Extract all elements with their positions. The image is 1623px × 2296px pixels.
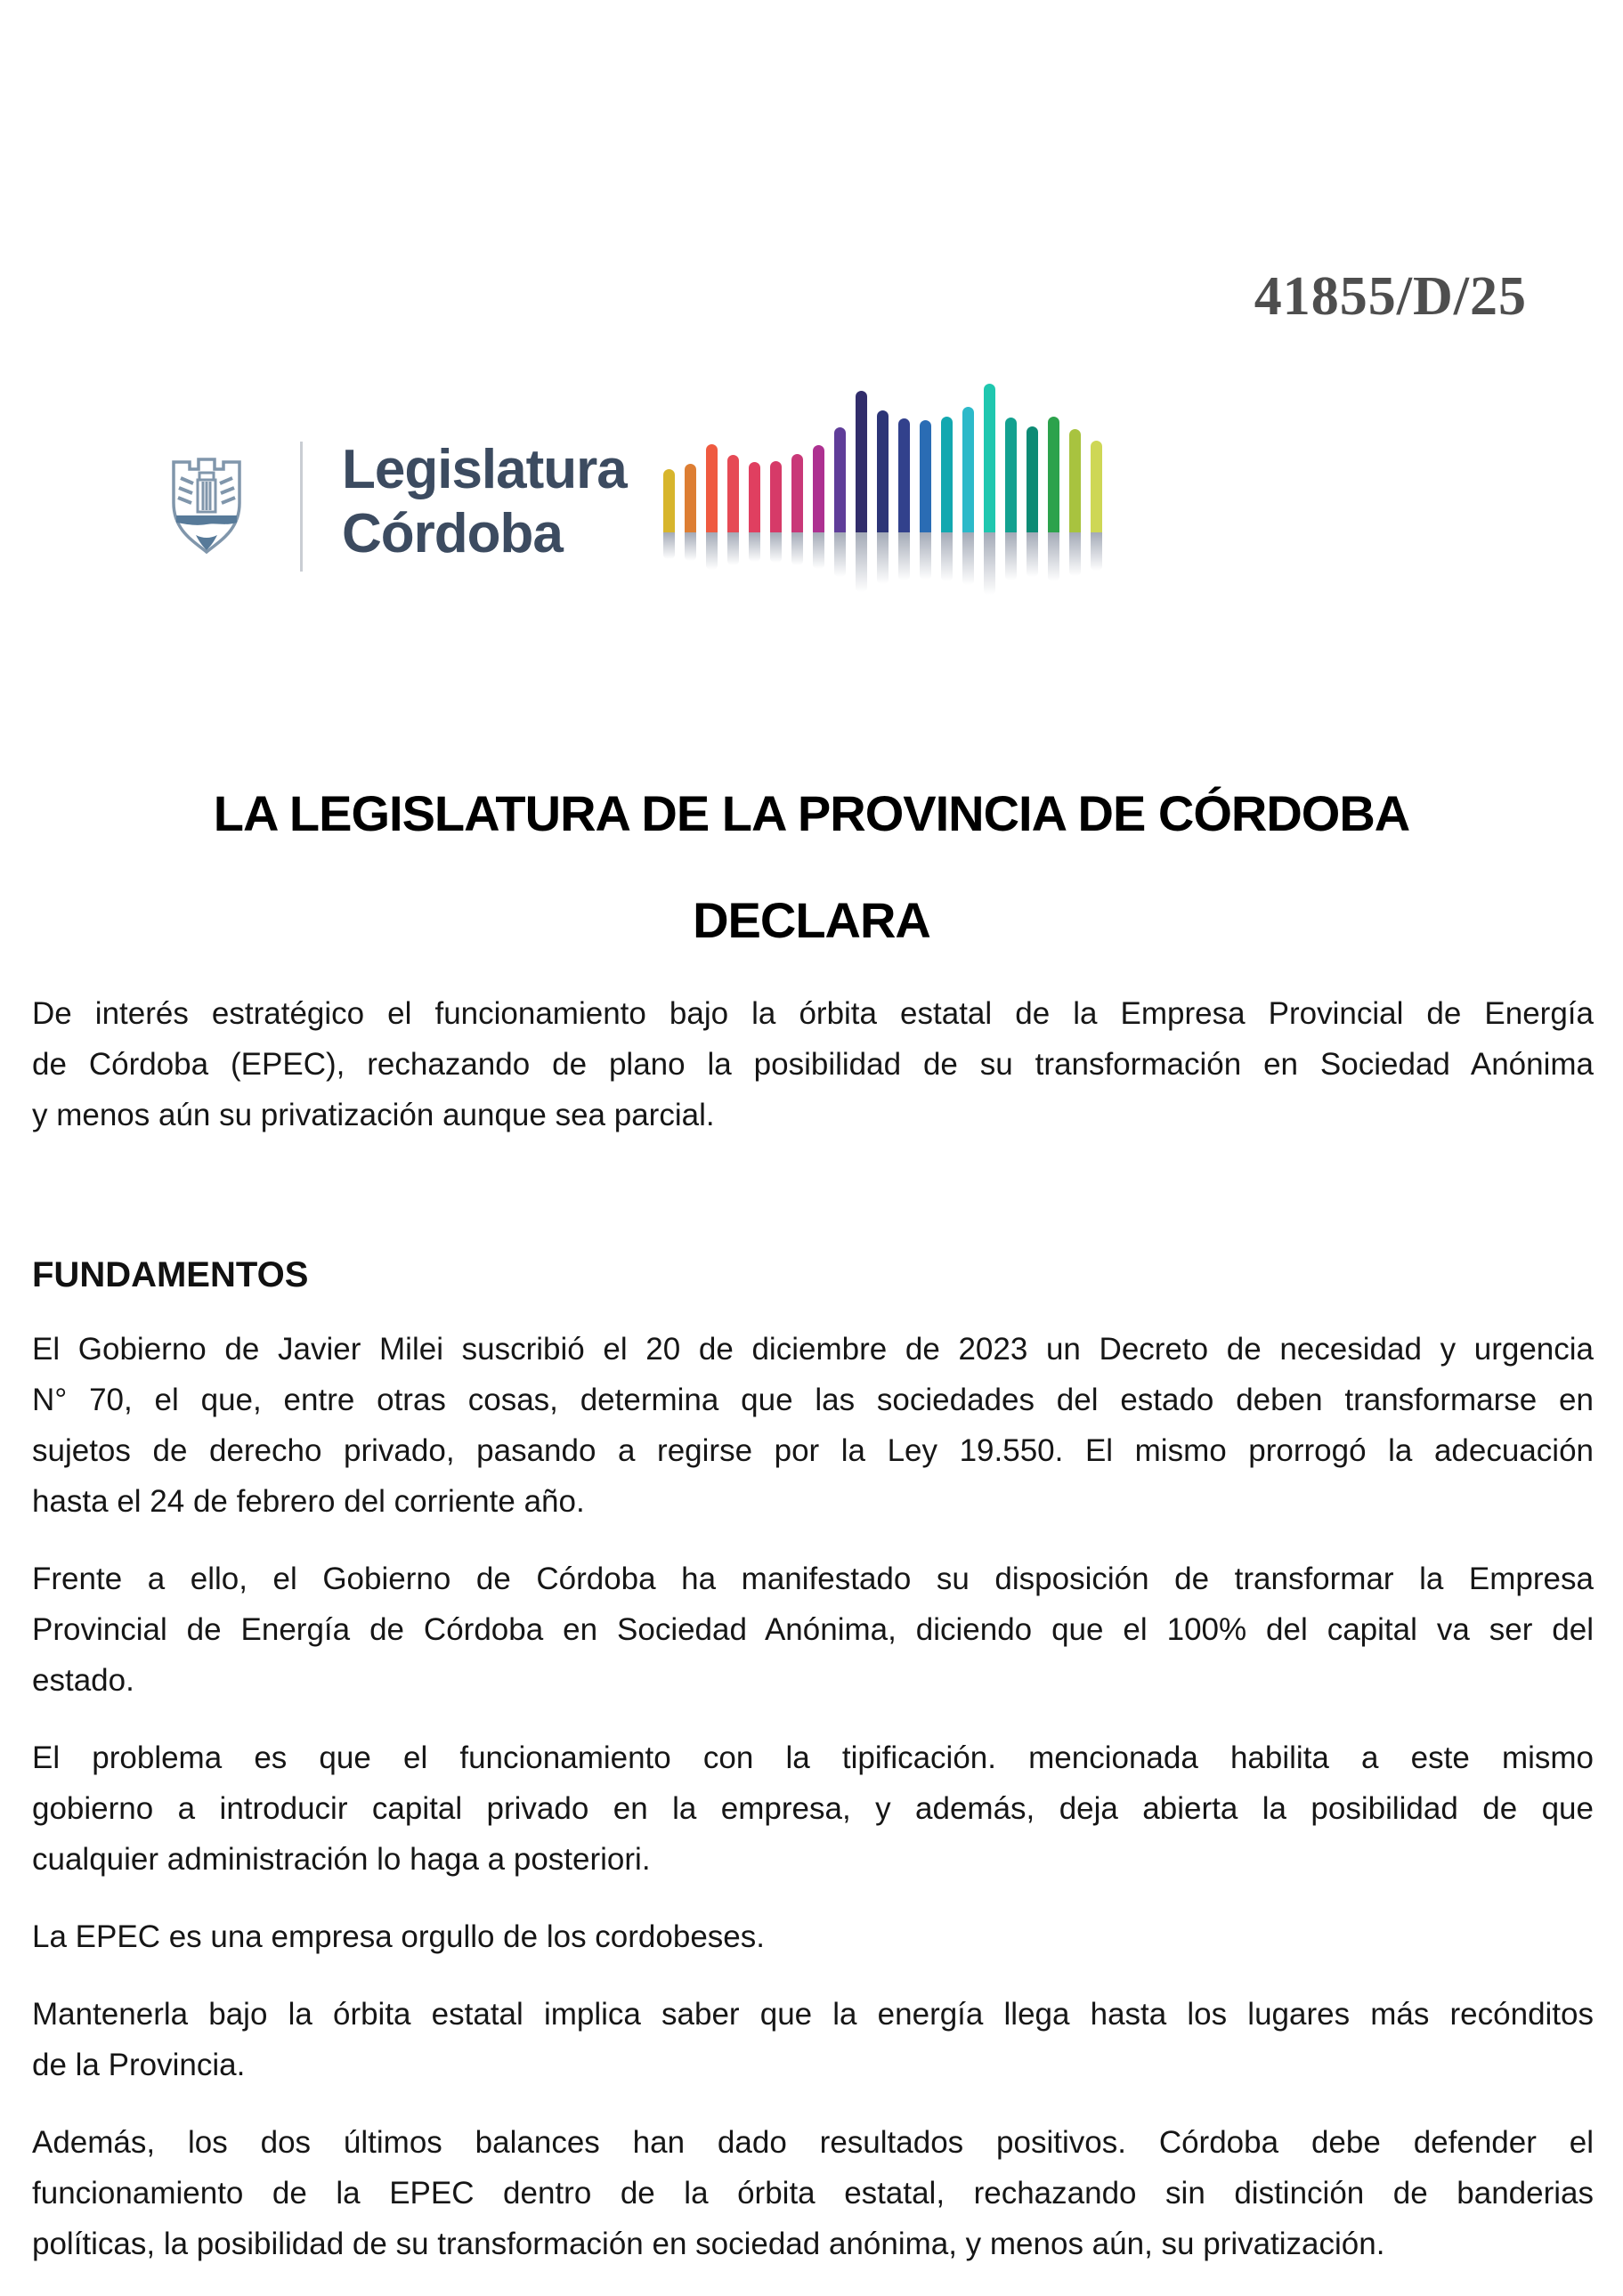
- logo-bar-reflection: [706, 532, 718, 570]
- logo-bar-reflection: [1091, 532, 1102, 571]
- logo-bar-reflection: [1048, 532, 1059, 581]
- declara-heading: DECLARA: [693, 892, 930, 948]
- logo-bar: [1005, 418, 1017, 532]
- logo-bar: [834, 427, 846, 532]
- document-body: [32, 988, 1594, 2296]
- paragraph: [32, 2117, 1594, 2269]
- text-line: de la Provincia.: [32, 2048, 246, 2082]
- text-line: De interés estratégico el funcionamiento bajo la órbita estatal de la Empresa Provincial de Energía: [32, 996, 1594, 1031]
- paragraph: [32, 1911, 1594, 1962]
- logo-bar: [1048, 417, 1059, 532]
- logo-bar: [706, 444, 718, 532]
- cordoba-crest-icon: [166, 448, 248, 556]
- logo-bar: [898, 418, 910, 532]
- logo-bar: [663, 469, 675, 532]
- logo-bar-reflection: [984, 532, 995, 595]
- equalizer-bars-logo: [663, 384, 1102, 532]
- logo-bar: [727, 455, 739, 532]
- text-line: y menos aún su privatización aunque sea parcial.: [32, 1098, 715, 1132]
- logo-bar-reflection: [1069, 532, 1081, 576]
- text-line: N° 70, el que, entre otras cosas, determina que las sociedades del estado deben transformarse en: [32, 1383, 1594, 1417]
- logo-bar-reflection: [685, 532, 696, 561]
- text-line: sujetos de derecho privado, pasando a regirse por la Ley 19.550. El mismo prorrogó la adecuación: [32, 1433, 1594, 1468]
- logo-bar-reflection: [749, 532, 760, 562]
- logo-bar-reflection: [877, 532, 889, 584]
- text-line: El Gobierno de Javier Milei suscribió el 20 de diciembre de 2023 un Decreto de necesidad y urgencia: [32, 1332, 1594, 1367]
- text-line: estado.: [32, 1663, 134, 1698]
- expediente-number: 41855/D/25: [1254, 266, 1527, 327]
- text-line: El problema es que el funcionamiento con la tipificación. mencionada habilita a este mismo: [32, 1740, 1594, 1775]
- text-line: Frente a ello, el Gobierno de Córdoba ha manifestado su disposición de transformar la Empresa: [32, 1562, 1594, 1596]
- text-line: hasta el 24 de febrero del corriente año.: [32, 1484, 585, 1519]
- text-line: políticas, la posibilidad de su transformación en sociedad anónima, y menos aún, su privatización.: [32, 2227, 1385, 2261]
- logo-bar: [856, 391, 867, 532]
- text-line: cualquier administración lo haga a posteriori.: [32, 1842, 651, 1877]
- logo-bar-reflection: [727, 532, 739, 565]
- logo-bar-reflection: [770, 532, 782, 563]
- logo-bar-reflection: [941, 532, 953, 581]
- logo-wordmark-line1: Legislatura: [342, 439, 627, 500]
- text-line: La EPEC es una empresa orgullo de los cordobeses.: [32, 1919, 765, 1954]
- paragraph: [32, 1554, 1594, 1706]
- paragraph: [32, 1324, 1594, 1527]
- logo-bar: [813, 445, 824, 532]
- logo-bar: [984, 384, 995, 532]
- logo-divider: [300, 442, 303, 572]
- logo-bar-reflection: [813, 532, 824, 569]
- logo-bar: [770, 461, 782, 532]
- paragraph: [32, 1732, 1594, 1885]
- text-line: de Córdoba (EPEC), rechazando de plano la posibilidad de su transformación en Sociedad Anónima: [32, 1047, 1594, 1082]
- declaration-text: [32, 988, 1594, 1140]
- logo-bar-reflection: [962, 532, 974, 585]
- logo-bar: [1069, 429, 1081, 532]
- text-line: Mantenerla bajo la órbita estatal implica saber que la energía llega hasta los lugares más recónditos: [32, 1997, 1594, 2032]
- logo-bar-reflection: [663, 532, 675, 559]
- main-title: LA LEGISLATURA DE LA PROVINCIA DE CÓRDOBA: [213, 785, 1410, 841]
- fundamentos-paragraphs: [32, 1324, 1594, 2269]
- logo-bar-reflection: [1005, 532, 1017, 580]
- paragraph: [32, 1989, 1594, 2090]
- logo-wordmark-line2: Córdoba: [342, 503, 563, 564]
- logo-bar: [962, 407, 974, 532]
- logo-bar-reflection: [834, 532, 846, 577]
- logo-bar-reflection: [1027, 532, 1038, 577]
- logo-bar: [1027, 426, 1038, 532]
- logo-bar: [749, 462, 760, 532]
- text-line: Además, los dos últimos balances han dado resultados positivos. Córdoba debe defender el: [32, 2125, 1594, 2160]
- text-line: Provincial de Energía de Córdoba en Sociedad Anónima, diciendo que el 100% del capital va ser del: [32, 1612, 1594, 1647]
- logo-bar: [1091, 441, 1102, 532]
- logo-bar: [941, 417, 953, 532]
- logo-bar: [791, 454, 803, 532]
- fundamentos-heading: FUNDAMENTOS: [32, 1255, 309, 1294]
- logo-bar-reflection: [856, 532, 867, 592]
- logo-bar-reflection: [920, 532, 931, 580]
- logo-wordmark: [342, 438, 627, 566]
- text-line: funcionamiento de la EPEC dentro de la órbita estatal, rechazando sin distinción de banderias: [32, 2176, 1594, 2211]
- logo-bar: [685, 464, 696, 532]
- logo-bar-reflection: [791, 532, 803, 565]
- logo-bar-reflection: [898, 532, 910, 580]
- paragraph: [32, 988, 1594, 1140]
- logo-bar: [920, 420, 931, 532]
- logo-bar: [877, 410, 889, 532]
- text-line: gobierno a introducir capital privado en la empresa, y además, deja abierta la posibilidad de que: [32, 1791, 1594, 1826]
